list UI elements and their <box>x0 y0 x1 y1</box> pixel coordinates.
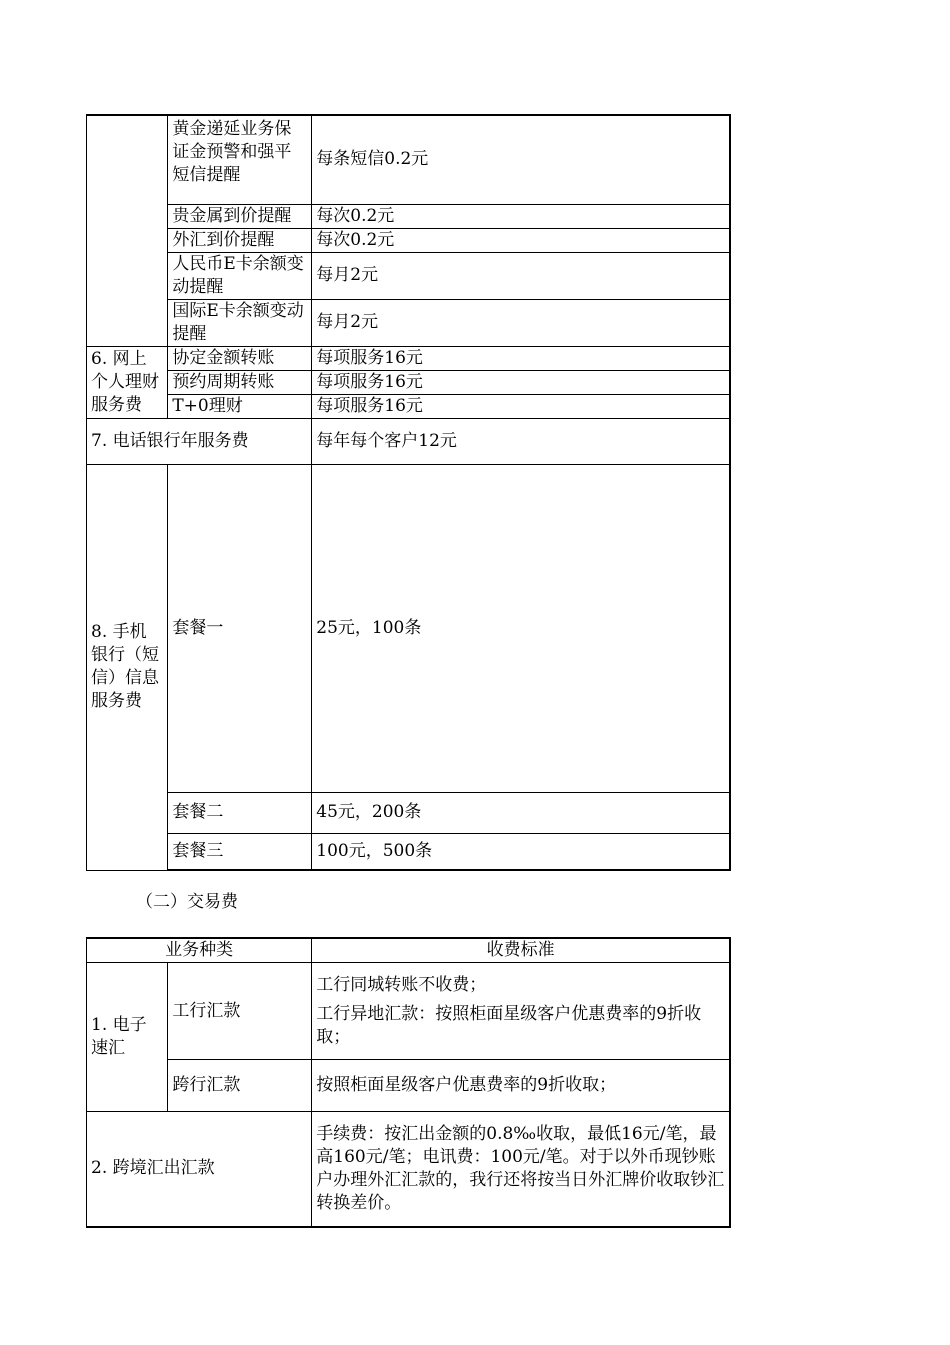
fee-cell: 每次0.2元 <box>312 228 730 252</box>
fee-cell: 100元，500条 <box>312 833 730 870</box>
item-cell: 贵金属到价提醒 <box>168 204 312 228</box>
item-cell: 黄金递延业务保证金预警和强平短信提醒 <box>168 115 312 204</box>
table-row <box>87 464 731 792</box>
fee-cell: 每项服务16元 <box>312 370 730 394</box>
table-row <box>87 963 731 1060</box>
fee-table-transaction <box>86 937 731 1228</box>
table-row <box>87 299 731 346</box>
table-row <box>87 833 731 870</box>
fee-line: 工行异地汇款：按照柜面星级客户优惠费率的9折收取； <box>316 1003 702 1047</box>
fee-cell: 25元，100条 <box>312 464 730 792</box>
table-row <box>87 115 731 204</box>
fee-cell: 每月2元 <box>312 299 730 346</box>
category-cell: 7. 电话银行年服务费 <box>87 418 312 464</box>
item-cell: 协定金额转账 <box>168 346 312 370</box>
fee-cell: 每条短信0.2元 <box>312 115 730 204</box>
item-cell: 工行汇款 <box>168 963 312 1060</box>
fee-cell: 每次0.2元 <box>312 204 730 228</box>
table-row <box>87 418 731 464</box>
section-title: （二）交易费 <box>136 892 238 912</box>
fee-cell: 按照柜面星级客户优惠费率的9折收取； <box>312 1060 730 1112</box>
category-cell: 1. 电子速汇 <box>87 963 168 1112</box>
category-cell: 8. 手机银行（短信）信息服务费 <box>87 464 168 870</box>
item-cell: 跨行汇款 <box>168 1060 312 1112</box>
fee-cell: 每月2元 <box>312 252 730 299</box>
category-cell: 6. 网上个人理财服务费 <box>87 346 168 418</box>
item-cell: 预约周期转账 <box>168 370 312 394</box>
table-row <box>87 204 731 228</box>
table-row <box>87 792 731 833</box>
table-row <box>87 252 731 299</box>
category-cell: 2. 跨境汇出汇款 <box>87 1112 312 1227</box>
header-type: 业务种类 <box>87 938 312 963</box>
item-cell: 套餐三 <box>168 833 312 870</box>
fee-cell: 每项服务16元 <box>312 346 730 370</box>
fee-cell: 手续费：按汇出金额的0.8‰收取，最低16元/笔，最高160元/笔；电讯费：100元/笔。对于以外币现钞账户办理外汇汇款的，我行还将按当日外汇牌价收取钞汇转换差价。 <box>312 1112 730 1227</box>
fee-cell: 每项服务16元 <box>312 394 730 418</box>
fee-line: 工行同城转账不收费； <box>316 974 487 995</box>
item-cell: 外汇到价提醒 <box>168 228 312 252</box>
fee-cell: 45元，200条 <box>312 792 730 833</box>
header-standard: 收费标准 <box>312 938 730 963</box>
item-cell: 套餐一 <box>168 464 312 792</box>
item-cell: 人民币E卡余额变动提醒 <box>168 252 312 299</box>
table-row <box>87 1112 731 1227</box>
item-cell: 国际E卡余额变动提醒 <box>168 299 312 346</box>
table-row <box>87 394 731 418</box>
item-cell: T+0理财 <box>168 394 312 418</box>
fee-cell <box>312 963 730 1060</box>
table-row <box>87 346 731 370</box>
item-cell: 套餐二 <box>168 792 312 833</box>
table-row <box>87 228 731 252</box>
table-row <box>87 370 731 394</box>
fee-cell: 每年每个客户12元 <box>312 418 730 464</box>
fee-table-service <box>86 114 731 871</box>
table-row <box>87 1060 731 1112</box>
table-header-row <box>87 938 731 963</box>
category-cell-continued <box>87 115 168 346</box>
